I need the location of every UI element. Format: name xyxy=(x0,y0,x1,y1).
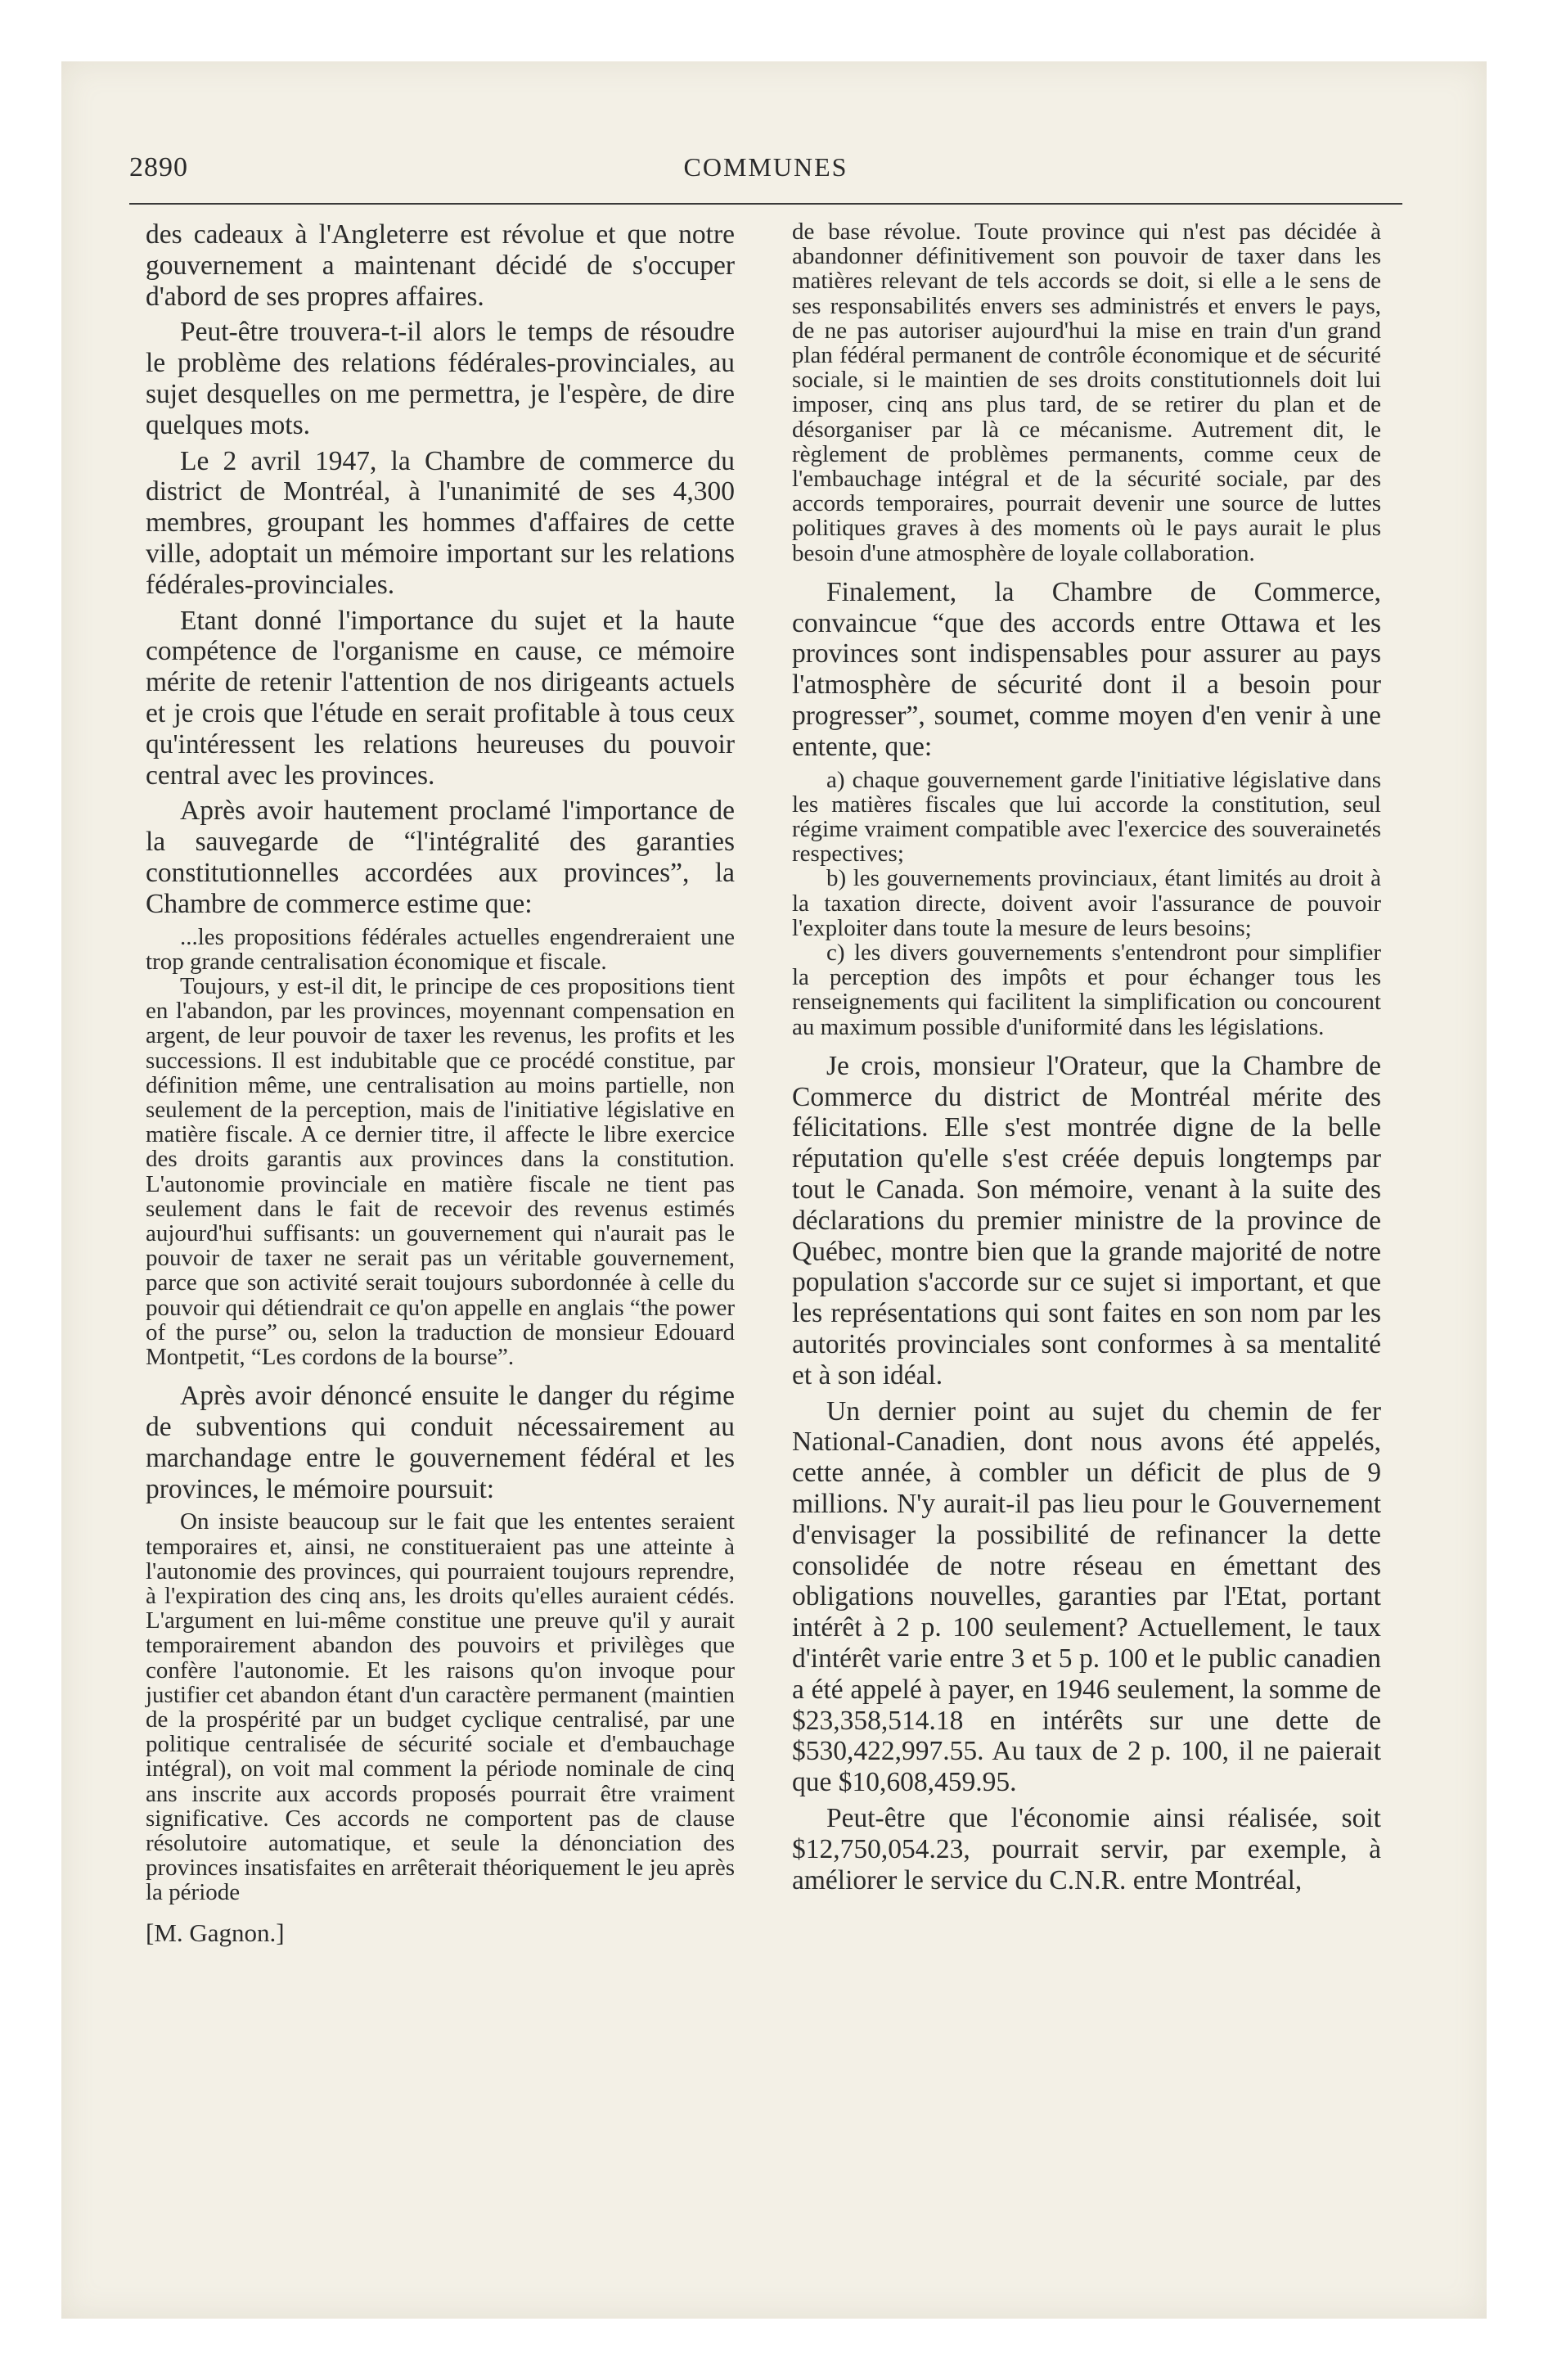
paragraph: Le 2 avril 1947, la Chambre de commerce du district de Montréal, à l'unanimité de ses 4,300 membres, groupant les hommes d'affaires de cette ville, adoptait un mémoire important sur les relations fédérales-provinciales. xyxy=(146,445,735,600)
paragraph: Après avoir dénoncé ensuite le danger du régime de subventions qui conduit nécessairement au marchandage entre le gouvernement fédéral et les provinces, le mémoire poursuit: xyxy=(146,1381,735,1504)
right-column xyxy=(792,219,1381,1895)
running-head: COMMUNES xyxy=(683,152,848,182)
paragraph: des cadeaux à l'Angleterre est révolue et que notre gouvernement a maintenant décidé de s'occuper d'abord de ses propres affaires. xyxy=(146,219,735,312)
page-header xyxy=(129,152,1402,201)
quotation: Toujours, y est-il dit, le principe de ces propositions tient en l'abandon, par les provinces, moyennant compensation en argent, de leur pouvoir de taxer les revenus, les profits et les successions. Il est indubitable que ce procédé constitue, par définition même, une centralisation au moins partielle, non seulement de la perception, mais de l'initiative législative en matière fiscale. A ce dernier titre, il affecte le libre exercice des droits garantis aux provinces dans la constitution. L'autonomie provinciale en matière fiscale ne tient pas seulement dans le fait de recevoir des revenus estimés aujourd'hui suffisants: un gouvernement qui n'aurait pas le pouvoir de taxer ne serait pas un véritable gouvernement, parce que son activité serait toujours subordonnée à celle du pouvoir qui détiendrait ce qu'on appelle en anglais “the power of the purse” ou, selon la traduction de monsieur Edouard Montpetit, “Les cordons de la bourse”. xyxy=(146,972,735,1370)
quotation: ...les propositions fédérales actuelles engendreraient une trop grande centralisation économique et fiscale. xyxy=(146,923,735,975)
quotation: de base révolue. Toute province qui n'est pas décidée à abandonner définitivement son pouvoir de taxer dans les matières relevant de tels accords se doit, si elle a le sens de ses responsabilités envers ses administrés et envers le pays, de ne pas autoriser aujourd'hui la mise en train d'un grand plan fédéral permanent de contrôle économique et de sécurité sociale, si le maintien de ses droits constitutionnels doit lui imposer, cinq ans plus tard, de se retirer du plan et de désorganiser par là ce mécanisme. Autrement dit, le règlement de problèmes permanents, comme ceux de l'embauchage intégral et de la sécurité sociale, par des accords temporaires, pourrait devenir une source de luttes politiques graves à des moments où le pays aurait le plus besoin d'une atmosphère de loyale collaboration. xyxy=(792,219,1381,566)
paragraph: Je crois, monsieur l'Orateur, que la Chambre de Commerce du district de Montréal mérite des félicitations. Elle s'est montrée digne de la belle réputation qu'elle s'est créée depuis longtemps par tout le Canada. Son mémoire, venant à la suite des déclarations du premier ministre de la province de Québec, montre bien que la grande majorité de notre population s'accorde sur ce sujet si important, et que les représentations qui sont faites en son nom par les autorités provinciales sont conformes à sa mentalité et à son idéal. xyxy=(792,1050,1381,1391)
header-rule xyxy=(129,203,1402,205)
paragraph: Etant donné l'importance du sujet et la haute compétence de l'organisme en cause, ce mémoire mérite de retenir l'attention de nos dirigeants actuels et je crois que l'étude en serait profitable à tous ceux qu'intéressent les relations heureuses du pouvoir central avec les provinces. xyxy=(146,605,735,791)
paragraph: Peut-être trouvera-t-il alors le temps de résoudre le problème des relations fédérales-provinciales, au sujet desquelles on me permettra, je l'espère, de dire quelques mots. xyxy=(146,317,735,440)
list-item: a) chaque gouvernement garde l'initiative législative dans les matières fiscales que lui accorde la constitution, seul régime vraiment compatible avec l'exercice des souverainetés respectives; xyxy=(792,766,1381,868)
list-item: c) les divers gouvernements s'entendront pour simplifier la perception des impôts et pour échanger tous les renseignements qui facilitent la simplification ou concourent au maximum possible d'uniformité dans les législations. xyxy=(792,940,1381,1040)
paragraph: Finalement, la Chambre de Commerce, convaincue “que des accords entre Ottawa et les provinces sont indispensables pour assurer au pays l'atmosphère de sécurité dont il a besoin pour progresser”, soumet, comme moyen d'en venir à une entente, que: xyxy=(792,576,1381,762)
quotation: On insiste beaucoup sur le fait que les ententes seraient temporaires et, ainsi, ne constitueraient pas une atteinte à l'autonomie des provinces, qui pourraient toujours reprendre, à l'expiration des cinq ans, les droits qu'elles auraient cédés. L'argument en lui-même constitue une preuve qu'il y aurait temporairement abandon des pouvoirs et privilèges que confère l'autonomie. Et les raisons qu'on invoque pour justifier cet abandon étant d'un caractère permanent (maintien de la prospérité par un budget cyclique centralisé, par une politique centralisée de sécurité sociale et d'embauchage intégral), on voit mal comment la période nominale de cinq ans inscrite aux accords proposés pourrait être vraiment significative. Ces accords ne comportent pas de clause résolutoire automatique, et seule la dénonciation des provinces insatisfaites en arrêterait théoriquement le jeu après la période xyxy=(146,1508,735,1906)
list-item: b) les gouvernements provinciaux, étant limités au droit à la taxation directe, doivent avoir l'assurance de pouvoir l'exploiter dans toute la mesure de leurs besoins; xyxy=(792,865,1381,941)
paragraph: Peut-être que l'économie ainsi réalisée, soit $12,750,054.23, pourrait servir, par exemple, à améliorer le service du C.N.R. entre Montréal, xyxy=(792,1802,1381,1895)
left-column xyxy=(146,219,735,1950)
paragraph: Après avoir hautement proclamé l'importance de la sauvegarde de “l'intégralité des garanties constitutionnelles accordées aux provinces”, la Chambre de commerce estime que: xyxy=(146,796,735,919)
paragraph: Un dernier point au sujet du chemin de fer National-Canadien, dont nous avons été appelés, cette année, à combler un déficit de plus de 9 millions. N'y aurait-il pas lieu pour le Gouvernement d'envisager la possibilité de refinancer la dette consolidée de notre réseau en émettant des obligations nouvelles, garanties par l'Etat, portant intérêt à 2 p. 100 seulement? Actuellement, le taux d'intérêt varie entre 3 et 5 p. 100 et le public canadien a été appelé à payer, en 1946 seulement, la somme de $23,358,514.18 en intérêts sur une dette de $530,422,997.55. Au taux de 2 p. 100, il ne paierait que $10,608,459.95. xyxy=(792,1395,1381,1798)
page-number: 2890 xyxy=(129,152,188,183)
speaker-attribution: [M. Gagnon.] xyxy=(146,1918,285,1947)
